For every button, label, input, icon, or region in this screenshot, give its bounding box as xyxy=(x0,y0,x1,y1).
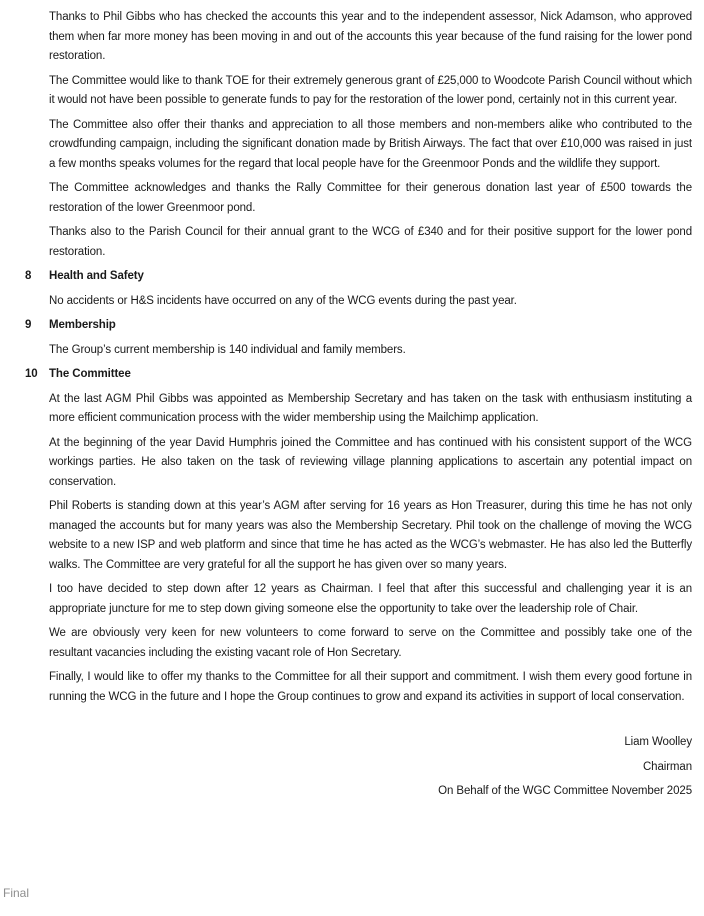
section-heading xyxy=(25,316,692,336)
sections xyxy=(25,267,692,707)
signature-block xyxy=(49,733,692,802)
footer-status-label: Final xyxy=(3,886,30,900)
paragraph: The Committee also offer their thanks and appreciation to all those members and non-members alike who contributed to the crowdfunding campaign, including the significant donation made by British Airways. The fact that over £10,000 was raised in just a few months speaks volumes for the regard that local people have for the Greenmoor Ponds and the wildlife they support. xyxy=(49,118,692,170)
paragraph: Thanks also to the Parish Council for their annual grant to the WCG of £340 and for their positive support for the lower pond restoration. xyxy=(49,226,692,258)
section xyxy=(25,316,692,360)
section-title: The Committee xyxy=(49,368,131,380)
section-title: Membership xyxy=(49,319,116,331)
section-number: 9 xyxy=(25,319,32,331)
paragraph: The Committee would like to thank TOE for their extremely generous grant of £25,000 to Woodcote Parish Council without which it would not have been possible to generate funds to pay for the restoration of the lower pond, certainly not in this current year. xyxy=(49,74,692,106)
paragraph: Finally, I would like to offer my thanks to the Committee for all their support and commitment. I wish them every good fortune in running the WCG in the future and I hope the Group continues to grow and expand its activities in support of local conservation. xyxy=(49,671,692,703)
section-number: 10 xyxy=(25,368,38,380)
section-heading xyxy=(25,365,692,385)
section-number: 8 xyxy=(25,270,32,282)
paragraph: At the beginning of the year David Humphris joined the Committee and has continued with his consistent support of the WCG workings parties. He also taken on the task of reviewing village planning applications to ascertain any potential impact on conservation. xyxy=(49,436,692,488)
section xyxy=(25,365,692,707)
section-heading xyxy=(25,267,692,287)
section-title: Health and Safety xyxy=(49,270,144,282)
paragraph: The Committee acknowledges and thanks the Rally Committee for their generous donation last year of £500 towards the restoration of the lower Greenmoor pond. xyxy=(49,182,692,214)
paragraph: We are obviously very keen for new volunteers to come forward to serve on the Committee and possibly take one of the resultant vacancies including the existing vacant role of Hon Secretary. xyxy=(49,627,692,659)
signature-closing: On Behalf of the WGC Committee November 2025 xyxy=(438,785,692,797)
paragraph: I too have decided to step down after 12 years as Chairman. I feel that after this successful and challenging year it is an appropriate juncture for me to step down giving someone else the opportunity to take over the leadership role of Chair. xyxy=(49,583,692,615)
signature-name: Liam Woolley xyxy=(624,736,692,748)
document-body xyxy=(25,8,692,807)
intro-paragraphs xyxy=(49,8,692,262)
paragraph: The Group’s current membership is 140 individual and family members. xyxy=(49,343,406,356)
paragraph: Thanks to Phil Gibbs who has checked the accounts this year and to the independent assessor, Nick Adamson, who approved them when far more money has been moving in and out of the accounts this year because of the fund raising for the lower pond restoration. xyxy=(49,11,692,62)
paragraph: No accidents or H&S incidents have occurred on any of the WCG events during the past year. xyxy=(49,294,517,307)
signature-role: Chairman xyxy=(642,760,692,773)
paragraph: At the last AGM Phil Gibbs was appointed as Membership Secretary and has taken on the task with enthusiasm instituting a more efficient communication process with the wider membership using the Mailchimp application. xyxy=(49,392,692,424)
paragraph: Phil Roberts is standing down at this year’s AGM after serving for 16 years as Hon Treasurer, during this time he has not only managed the accounts but for many years was also the Membership Secretary. Phil took on the challenge of moving the WCG website to a new ISP and web platform and since that time he has acted as the WCG’s webmaster. He has also led the Butterfly walks. The Committee are very grateful for all the support he has given over so many years. xyxy=(49,500,692,571)
section xyxy=(25,267,692,311)
